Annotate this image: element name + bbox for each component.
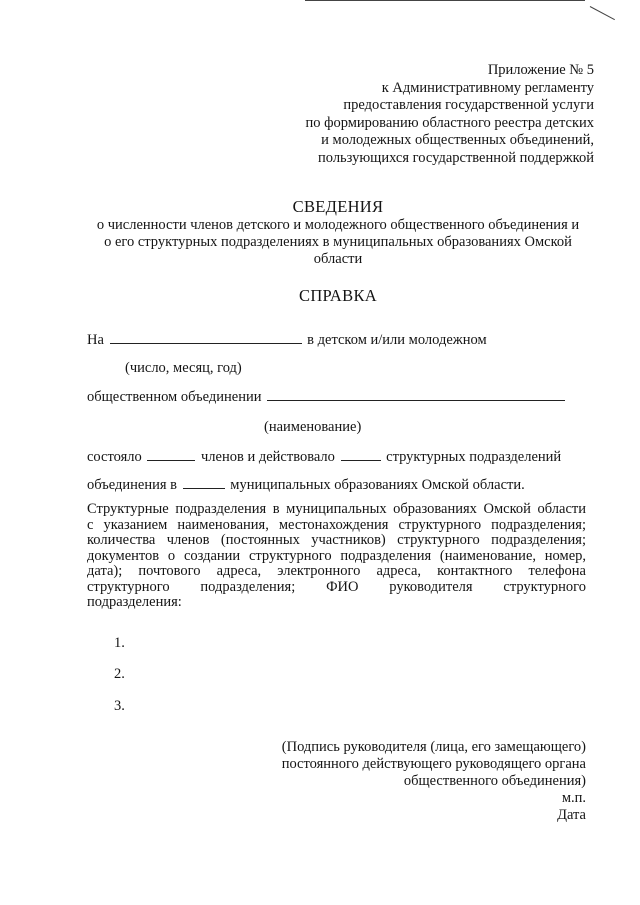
list-item: 1. (114, 635, 125, 651)
structural-units-paragraph (87, 502, 586, 611)
list-item: 3. (114, 698, 125, 714)
form-line-members (87, 448, 561, 465)
signature-line: (Подпись руководителя (лица, его замещающего) (281, 739, 586, 755)
municipal-label: муниципальных образованиях Омской области. (230, 477, 525, 493)
header-line: Приложение № 5 (487, 62, 594, 78)
subtitle-line: о численности членов детского и молодежного общественного объединения и (96, 217, 580, 233)
paragraph-line: подразделения: (87, 594, 182, 610)
svedenia-subtitle (0, 217, 640, 268)
date-label: Дата (557, 807, 586, 823)
units-count-blank[interactable] (341, 448, 381, 461)
stamp-place-label: м.п. (561, 790, 586, 806)
header-line: и молодежных общественных объединений, (321, 132, 594, 149)
header-line: предоставления государственной услуги (343, 97, 594, 114)
na-label: На (87, 332, 104, 348)
signature-block (282, 739, 586, 824)
name-hint: (наименование) (264, 419, 362, 435)
list-item: 2. (114, 666, 125, 682)
consisted-label: состояло (87, 449, 142, 465)
paragraph-line: документов о создании структурного подразделения (наименование, номер, (87, 547, 586, 564)
members-acted-label: членов и действовало (201, 449, 335, 465)
header-line: по формированию областного реестра детских (305, 114, 594, 131)
paragraph-line: количества членов (постоянных участников) структурного подразделения; (87, 532, 586, 548)
youth-association-text: в детском и/или молодежном (307, 332, 487, 348)
scan-artifact-line (305, 0, 585, 1)
header-line: к Административному регламенту (381, 79, 594, 96)
subtitle-line: о его структурных подразделениях в муниципальных образованиях Омской (104, 234, 572, 250)
association-in-label: объединения в (87, 477, 178, 493)
signature-line: постоянного действующего руководящего органа (281, 756, 586, 772)
paragraph-line: с указанием наименования, местонахождения структурного подразделения; (87, 516, 586, 533)
org-name-blank[interactable] (267, 388, 565, 401)
signature-line: общественного объединения) (403, 773, 586, 789)
date-hint: (число, месяц, год) (125, 360, 242, 376)
svedenia-title: СВЕДЕНИЯ (292, 197, 384, 216)
form-line-date (87, 331, 487, 348)
paragraph-line: Структурные подразделения в муниципальных образованиях Омской области (87, 501, 586, 517)
org-label: общественном объединении (87, 389, 262, 405)
scan-artifact-line (590, 6, 615, 20)
header-line: пользующихся государственной поддержкой (318, 149, 594, 166)
form-line-org (87, 388, 567, 405)
form-line-municipal (87, 476, 525, 493)
structural-units-label: структурных подразделений (386, 449, 562, 465)
date-blank[interactable] (110, 331, 302, 344)
municipal-count-blank[interactable] (183, 476, 225, 489)
appendix-header (305, 62, 594, 168)
spravka-title: СПРАВКА (299, 286, 377, 305)
subtitle-line: области (313, 251, 363, 267)
paragraph-line: структурного подразделения; ФИО руководителя структурного (87, 578, 586, 595)
paragraph-line: дата); почтового адреса, электронного адреса, контактного телефона (87, 563, 586, 579)
members-count-blank[interactable] (147, 448, 195, 461)
